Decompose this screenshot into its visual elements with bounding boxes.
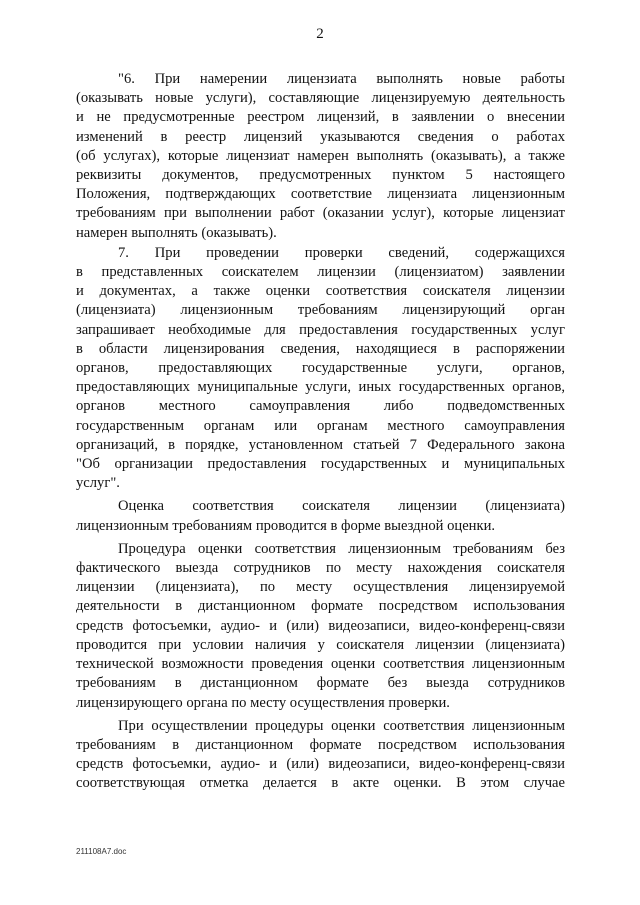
- text-line: лицензионным требованиям проводится в форме выездной оценки.: [76, 517, 496, 534]
- text-line: "Об организации предоставления государственных и муниципальных: [76, 456, 565, 473]
- paragraph-5: [76, 717, 565, 794]
- text-line: (об услугах), которые лицензиат намерен выполнять (оказывать), а также: [76, 147, 565, 164]
- paragraph-1: [76, 70, 565, 243]
- paragraph-3: [76, 497, 565, 535]
- text-line: соответствующая отметка делается в акте оценки. В этом случае: [76, 775, 565, 792]
- footer-filename: 211108А7.doc: [76, 847, 127, 856]
- text-line: средств фотосъемки, аудио- и (или) видеозаписи, видео-конференц-связи: [76, 756, 565, 773]
- paragraph-2: [76, 244, 565, 494]
- page-number: 2: [316, 26, 324, 42]
- text-line: требованиям в дистанционном формате без выезда сотрудников: [76, 675, 565, 692]
- text-line: "6. При намерении лицензиата выполнять новые работы: [118, 71, 565, 87]
- text-line: и не предусмотренные реестром лицензий, в заявлении о внесении: [76, 109, 565, 126]
- text-line: Оценка соответствия соискателя лицензии (лицензиата): [118, 498, 565, 515]
- document-body: [76, 70, 565, 794]
- text-line: в области лицензирования сведения, находящиеся в распоряжении: [76, 340, 565, 357]
- text-line: предоставляющих муниципальные услуги, иных государственных органов,: [76, 379, 565, 396]
- text-line: органов местного самоуправления либо подведомственных: [76, 398, 565, 415]
- text-line: государственным органам или органам местного самоуправления: [76, 417, 565, 434]
- text-line: деятельности в дистанционном формате посредством использования: [76, 598, 565, 615]
- text-line: средств фотосъемки, аудио- и (или) видеозаписи, видео-конференц-связи: [76, 617, 565, 634]
- text-line: (оказывать новые услуги), составляющие лицензируемую деятельность: [76, 90, 565, 107]
- text-line: технической возможности проведения оценки соответствия лицензионным: [76, 656, 565, 673]
- text-line: требованиям в дистанционном формате посредством использования: [76, 736, 565, 753]
- text-line: в представленных соискателем лицензии (лицензиатом) заявлении: [76, 264, 565, 281]
- text-line: требованиям при выполнении работ (оказании услуг), которые лицензиат: [76, 205, 565, 222]
- paragraph-4: [76, 540, 565, 713]
- text-line: намерен выполнять (оказывать).: [76, 224, 277, 241]
- text-line: лицензии (лицензиата), по месту осуществления лицензируемой: [76, 579, 565, 596]
- text-line: проводится при условии наличия у соискателя лицензии (лицензиата): [76, 636, 565, 653]
- text-line: При осуществлении процедуры оценки соответствия лицензионным: [118, 717, 565, 734]
- text-line: организаций, в порядке, установленном статьей 7 Федерального закона: [76, 436, 565, 453]
- text-line: лицензирующего органа по месту осуществления проверки.: [76, 694, 450, 711]
- text-line: фактического выезда сотрудников по месту нахождения соискателя: [76, 560, 565, 577]
- text-line: реквизиты документов, предусмотренных пунктом 5 настоящего: [76, 167, 565, 184]
- text-line: изменений в реестр лицензий указываются сведения о работах: [76, 128, 565, 145]
- text-line: органов, предоставляющих государственные услуги, органов,: [76, 360, 565, 377]
- text-line: и документах, а также оценки соответствия соискателя лицензии: [76, 283, 565, 300]
- text-line: запрашивает необходимые для предоставления государственных услуг: [76, 321, 565, 338]
- text-line: Процедура оценки соответствия лицензионным требованиям без: [118, 540, 565, 557]
- text-line: 7. При проведении проверки сведений, содержащихся: [118, 244, 565, 261]
- text-line: (лицензиата) лицензионным требованиям лицензирующий орган: [76, 302, 565, 319]
- text-line: услуг".: [76, 475, 120, 492]
- text-line: Положения, подтверждающих соответствие лицензиата лицензионным: [76, 186, 565, 203]
